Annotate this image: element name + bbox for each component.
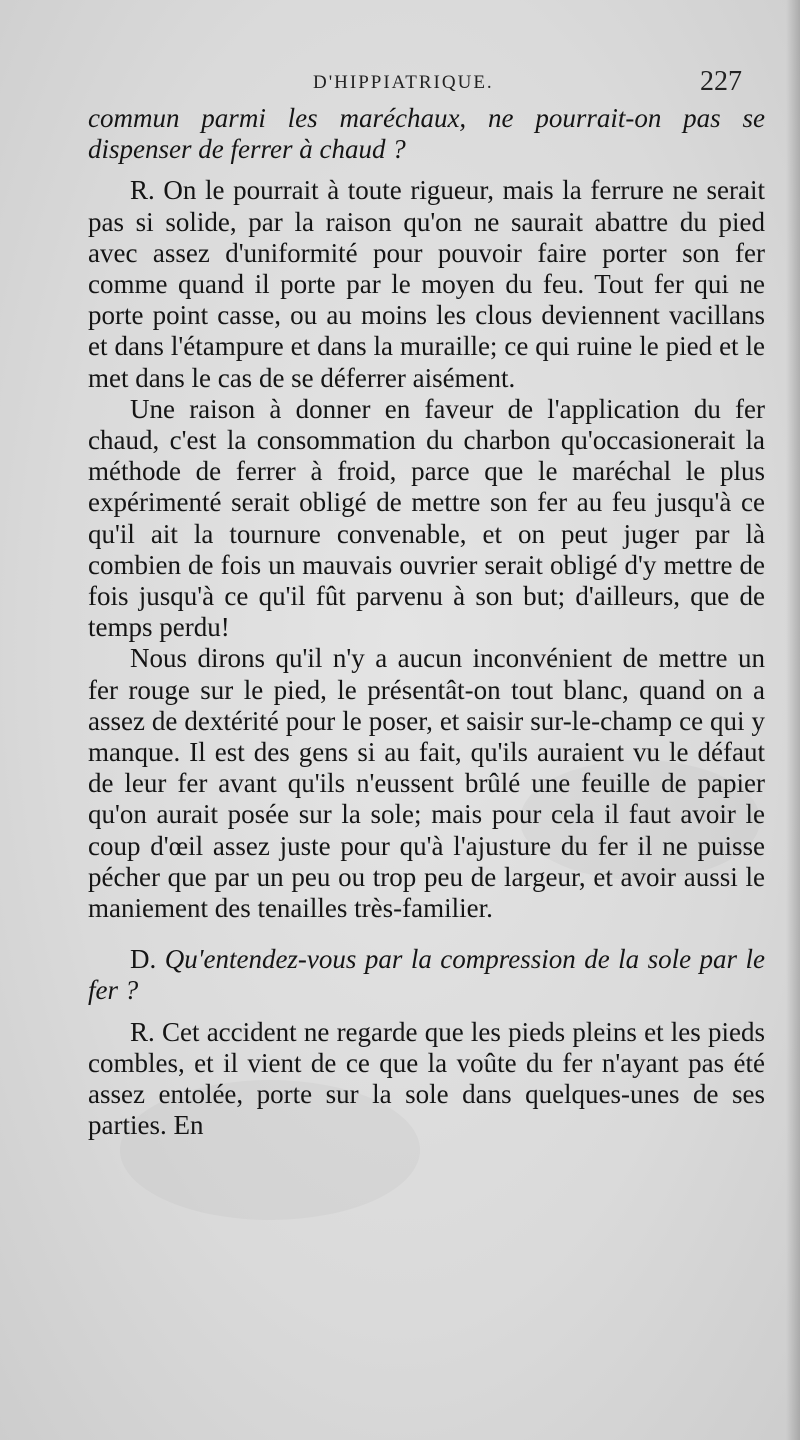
page-edge-shadow <box>786 0 800 1440</box>
running-title: D'HIPPIATRIQUE. <box>313 72 494 93</box>
question-2-label: D. <box>130 944 157 975</box>
page-number: 227 <box>700 66 742 97</box>
question-2-text: Qu'entendez-vous par la compression de la sole par le fer ? <box>88 944 765 1006</box>
page-header <box>0 66 800 106</box>
body-text <box>88 103 765 1142</box>
question-continuation: commun parmi les maréchaux, ne pourrait-on pas se dispenser de ferrer à chaud ? <box>88 103 765 165</box>
answer-paragraph-2: R. Cet accident ne regarde que les pieds pleins et les pieds combles, et il vient de ce que la voûte du fer n'ayant pas été assez entolée, porte sur la sole dans quelques-unes de ses parties. En <box>88 1016 765 1141</box>
answer-paragraph-1: R. On le pourrait à toute rigueur, mais la ferrure ne serait pas si solide, par la raison qu'on ne saurait abattre du pied avec assez d'uniformité pour pouvoir faire porter son fer comme quand il porte par le moyen du feu. Tout fer qui ne porte point casse, ou au moins les clous deviennent vacillans et dans l'étampure et dans la muraille; ce qui ruine le pied et le met dans le cas de se déferrer aisément. <box>88 175 765 393</box>
question-2 <box>88 944 765 1006</box>
paragraph-3: Nous dirons qu'il n'y a aucun inconvénient de mettre un fer rouge sur le pied, le présentât-on tout blanc, quand on a assez de dextérité pour le poser, et saisir sur-le-champ ce qui y manque. Il est des gens si au fait, qu'ils auraient vu le défaut de leur fer avant qu'ils n'eussent brûlé une feuille de papier qu'on aurait posée sur la sole; mais pour cela il faut avoir le coup d'œil assez juste pour qu'à l'ajusture du fer il ne puisse pécher que par un peu ou trop peu de largeur, et avoir aussi le maniement des tenailles très-familier. <box>88 643 765 924</box>
paragraph-2: Une raison à donner en faveur de l'application du fer chaud, c'est la consommation du charbon qu'occasionerait la méthode de ferrer à froid, parce que le maréchal le plus expérimenté serait obligé de mettre son fer au feu jusqu'à ce qu'il ait la tournure convenable, et on peut juger par là combien de fois un mauvais ouvrier serait obligé d'y mettre de fois jusqu'à ce qu'il fût parvenu à son but; d'ailleurs, que de temps perdu! <box>88 393 765 643</box>
